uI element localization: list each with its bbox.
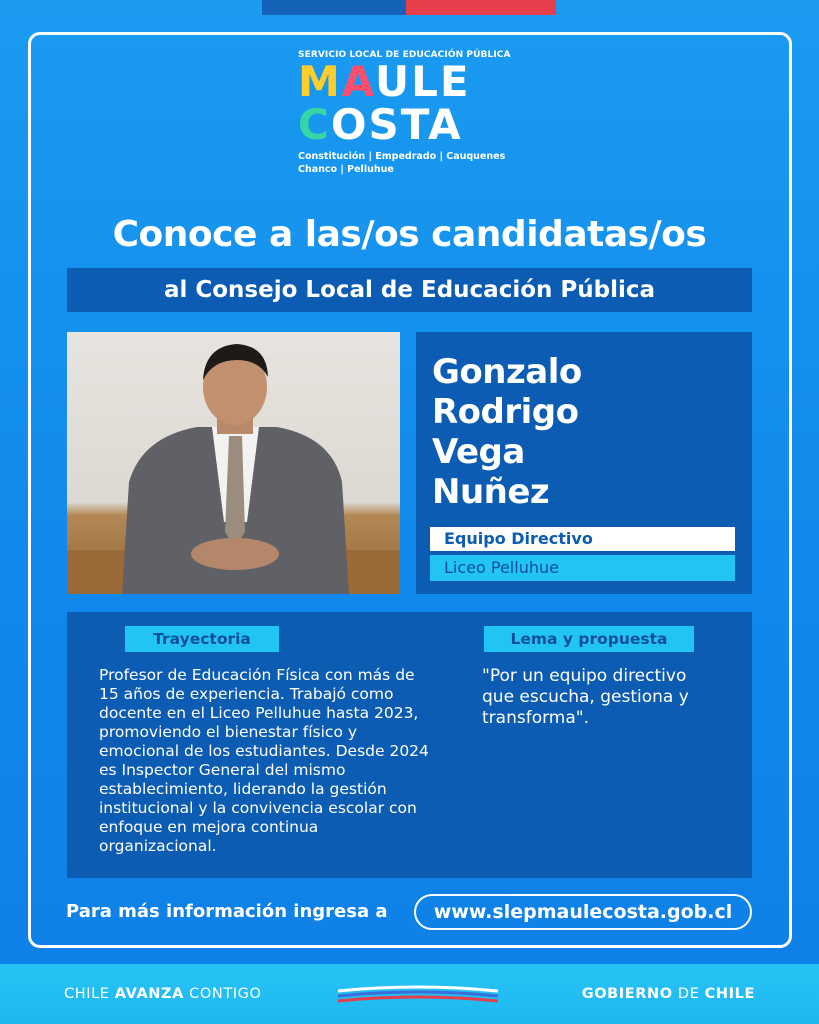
chile-avanza-contigo: CHILE AVANZA CONTIGO [64, 986, 262, 1002]
maule-costa-logo [298, 50, 538, 176]
footer-bar [0, 964, 819, 1024]
logo-word-costa: COSTA [298, 100, 463, 149]
candidate-role: Equipo Directivo [430, 527, 735, 551]
logo-kicker: SERVICIO LOCAL DE EDUCACIÓN PÚBLICA [298, 50, 511, 60]
gobierno-de-chile: GOBIERNO DE CHILE [581, 986, 755, 1002]
logo-communes: Constitución | Empedrado | Cauquenes Chanco | Pelluhue [298, 151, 506, 175]
logo-word-maule: MAULE [298, 57, 471, 106]
footer-stripes-icon [338, 983, 498, 1005]
candidate-name: Gonzalo Rodrigo Vega Nuñez [432, 352, 582, 512]
candidate-photo [67, 332, 400, 594]
more-info-text: Para más información ingresa a [66, 901, 388, 922]
lema-text: "Por un equipo directivo que escucha, gestiona y transforma". [482, 666, 689, 728]
trayectoria-badge: Trayectoria [125, 626, 279, 652]
website-link[interactable]: www.slepmaulecosta.gob.cl [414, 894, 752, 930]
top-bar-blue [262, 0, 406, 15]
candidate-school: Liceo Pelluhue [430, 555, 735, 581]
info-panel [67, 612, 752, 878]
trayectoria-text: Profesor de Educación Física con más de 15 años de experiencia. Trabajó como docente en el Liceo Pelluhue hasta 2023, promoviendo el bienestar físico y emocional de los estudiantes. Desde 2024 es Inspector General del mismo establecimiento, liderando la gestión institucional y la convivencia escolar con enfoque en mejora continua organizacional. [99, 666, 429, 855]
lema-badge: Lema y propuesta [484, 626, 694, 652]
candidate-name-panel [416, 332, 752, 594]
candidate-portrait-illustration [67, 332, 400, 594]
headline: Conoce a las/os candidatas/os [112, 214, 707, 255]
hands [191, 538, 279, 570]
subheadline-banner: al Consejo Local de Educación Pública [67, 268, 752, 312]
top-bar-red [406, 0, 556, 15]
